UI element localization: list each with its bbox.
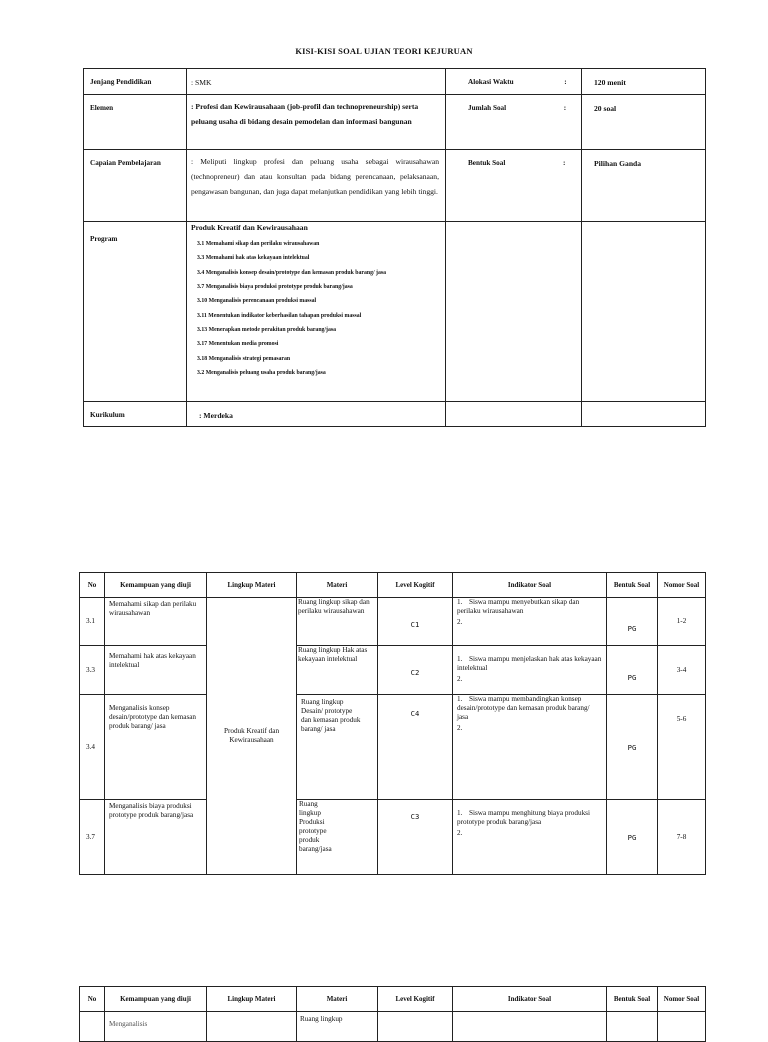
row-level: C2 [378, 646, 453, 695]
row-nomor: 7-8 [658, 800, 706, 875]
kurikulum-label: Kurikulum [84, 402, 187, 427]
col-header-indikator: Indikator Soal [453, 987, 607, 1012]
capaian-label: Capaian Pembelajaran [84, 150, 187, 222]
table-header-row [80, 573, 706, 598]
col-header-level: Level Kogitif [378, 987, 453, 1012]
row-bentuk: PG [607, 646, 658, 695]
indikator-2: 2. [457, 675, 463, 683]
indikator-2: 2. [457, 724, 463, 732]
col-header-kemampuan: Kemampuan yang diuji [105, 573, 207, 598]
row-indikator [453, 1012, 607, 1042]
row-materi: Ruang lingkup Hak atas kekayaan intelektual [297, 646, 378, 695]
program-item: 3.18 Menganalisis strategi pemasaran [197, 355, 291, 362]
info-row-elemen [84, 95, 706, 150]
col-header-nomor: Nomor Soal [658, 987, 706, 1012]
program-title: Produk Kreatif dan Kewirausahaan [191, 223, 308, 232]
program-item: 3.17 Menentukan media promosi [197, 341, 279, 348]
col-header-lingkup: Lingkup Materi [207, 573, 297, 598]
program-item: 3.7 Menganalisis biaya produksi prototype produk barang/jasa [197, 284, 353, 291]
info-row-jenjang [84, 69, 706, 95]
col-header-materi: Materi [297, 573, 378, 598]
program-item: 3.3 Memahami hak atas kekayaan intelektual [197, 255, 310, 262]
competency-table [79, 572, 706, 875]
program-list [187, 237, 445, 380]
col-header-indikator: Indikator Soal [453, 573, 607, 598]
col-header-no: No [80, 987, 105, 1012]
capaian-value: : Meliputi lingkup profesi dan peluang usaha sebagai wirausahawan (technopreneur) dan atau konsultan pada bidang perencanaan, pelaksanaan, pengawasan bangunan, dan juga dapat melanjutkan pendidikan yang lebih tinggi. [187, 150, 446, 222]
elemen-value: : Profesi dan Kewirausahaan (job-profil dan technopreneurship) serta peluang usaha di bidang desain pemodelan dan informasi bangunan [187, 95, 446, 150]
row-bentuk: PG [607, 800, 658, 875]
row-materi: Ruang lingkup Produksi prototype produk barang/jasa [297, 800, 378, 875]
kurikulum-empty-cell [446, 402, 582, 427]
row-no: 3.4 [80, 695, 105, 800]
alokasi-label: Alokasi Waktu : [446, 69, 582, 95]
row-nomor: 1-2 [658, 598, 706, 646]
program-content [187, 222, 446, 402]
elemen-label: Elemen [84, 95, 187, 150]
row-no: 3.3 [80, 646, 105, 695]
kurikulum-empty-cell [582, 402, 706, 427]
row-bentuk [607, 1012, 658, 1042]
row-kemampuan: Menganalisis [105, 1012, 207, 1042]
program-label: Program [84, 222, 187, 402]
col-header-level: Level Kogitif [378, 573, 453, 598]
row-level: C3 [378, 800, 453, 875]
kurikulum-value: : Merdeka [187, 402, 446, 427]
row-materi: Ruang lingkup sikap dan perilaku wirausahawan [297, 598, 378, 646]
program-empty-cell [446, 222, 582, 402]
row-indikator: 1. Siswa mampu menghitung biaya produksi prototype produk barang/jasa 2. [453, 800, 607, 875]
bentuk-value: Pilihan Ganda [582, 150, 706, 222]
program-item: 3.13 Menerapkan metode perakitan produk barang/jasa [197, 326, 337, 333]
table-row [80, 1012, 706, 1042]
row-indikator: 1. Siswa mampu membandingkan konsep desain/prototype dan kemasan produk barang/ jasa 2. [453, 695, 607, 800]
row-materi: Ruang lingkup Desain/ prototype dan kemasan produk barang/ jasa [297, 695, 378, 800]
exam-info-table [83, 68, 706, 427]
row-indikator: 1. Siswa mampu menjelaskan hak atas kekayaan intelektual 2. [453, 646, 607, 695]
program-item: 3.2 Menganalisis peluang usaha produk barang/jasa [197, 369, 326, 376]
row-nomor [658, 1012, 706, 1042]
indikator-text: Siswa mampu membandingkan konsep desain/prototype dan kemasan produk barang/ jasa [457, 695, 590, 721]
row-bentuk: PG [607, 598, 658, 646]
program-item: 3.1 Memahami sikap dan perilaku wirausahawan [197, 241, 320, 247]
row-level: C1 [378, 598, 453, 646]
row-lingkup [207, 1012, 297, 1042]
col-header-kemampuan: Kemampuan yang diuji [105, 987, 207, 1012]
col-header-no: No [80, 573, 105, 598]
row-nomor: 5-6 [658, 695, 706, 800]
program-item: 3.4 Menganalisis konsep desain/prototype dan kemasan produk barang/ jasa [197, 269, 387, 276]
row-nomor: 3-4 [658, 646, 706, 695]
program-item: 3.11 Menentukan indikator keberhasilan tahapan produksi massal [197, 312, 362, 319]
table-row [80, 598, 706, 646]
row-indikator: 1. Siswa mampu menyebutkan sikap dan perilaku wirausahawan 2. [453, 598, 607, 646]
col-header-lingkup: Lingkup Materi [207, 987, 297, 1012]
row-bentuk: PG [607, 695, 658, 800]
program-item: 3.10 Menganalisis perencanaan produksi massal [197, 298, 317, 305]
lingkup-materi-cell: Produk Kreatif dan Kewirausahaan [207, 598, 297, 875]
row-level: C4 [378, 695, 453, 800]
col-header-bentuk: Bentuk Soal [607, 573, 658, 598]
indikator-text: Siswa mampu menghitung biaya produksi prototype produk barang/jasa [457, 809, 590, 826]
col-header-bentuk: Bentuk Soal [607, 987, 658, 1012]
col-header-materi: Materi [297, 987, 378, 1012]
jenjang-value: : SMK [187, 69, 446, 95]
col-header-nomor: Nomor Soal [658, 573, 706, 598]
table-header-row [80, 987, 706, 1012]
jumlah-value: 20 soal [582, 95, 706, 150]
row-kemampuan: Menganalisis konsep desain/prototype dan kemasan produk barang/ jasa [105, 695, 207, 800]
info-row-program [84, 222, 706, 402]
row-no: 3.1 [80, 598, 105, 646]
row-kemampuan: Memahami hak atas kekayaan intelektual [105, 646, 207, 695]
table-row [80, 695, 706, 800]
row-level [378, 1012, 453, 1042]
jumlah-label: Jumlah Soal : [446, 95, 582, 150]
row-kemampuan: Menganalisis biaya produksi prototype produk barang/jasa [105, 800, 207, 875]
row-no [80, 1012, 105, 1042]
competency-table-continued [79, 986, 706, 1042]
indikator-2: 2. [457, 618, 463, 626]
indikator-text: Siswa mampu menyebutkan sikap dan perilaku wirausahawan [457, 598, 580, 615]
info-row-capaian [84, 150, 706, 222]
indikator-2: 2. [457, 829, 463, 837]
row-no: 3.7 [80, 800, 105, 875]
row-materi: Ruang lingkup [297, 1012, 378, 1042]
table-row [80, 800, 706, 875]
program-empty-cell [582, 222, 706, 402]
document-title: KISI-KISI SOAL UJIAN TEORI KEJURUAN [295, 46, 473, 56]
table-row [80, 646, 706, 695]
bentuk-label: Bentuk Soal : [446, 150, 582, 222]
indikator-text: Siswa mampu menjelaskan hak atas kekayaan intelektual [457, 655, 602, 672]
alokasi-value: 120 menit [582, 69, 706, 95]
jenjang-label: Jenjang Pendidikan [84, 69, 187, 95]
info-row-kurikulum [84, 402, 706, 427]
row-kemampuan: Memahami sikap dan perilaku wirausahawan [105, 598, 207, 646]
